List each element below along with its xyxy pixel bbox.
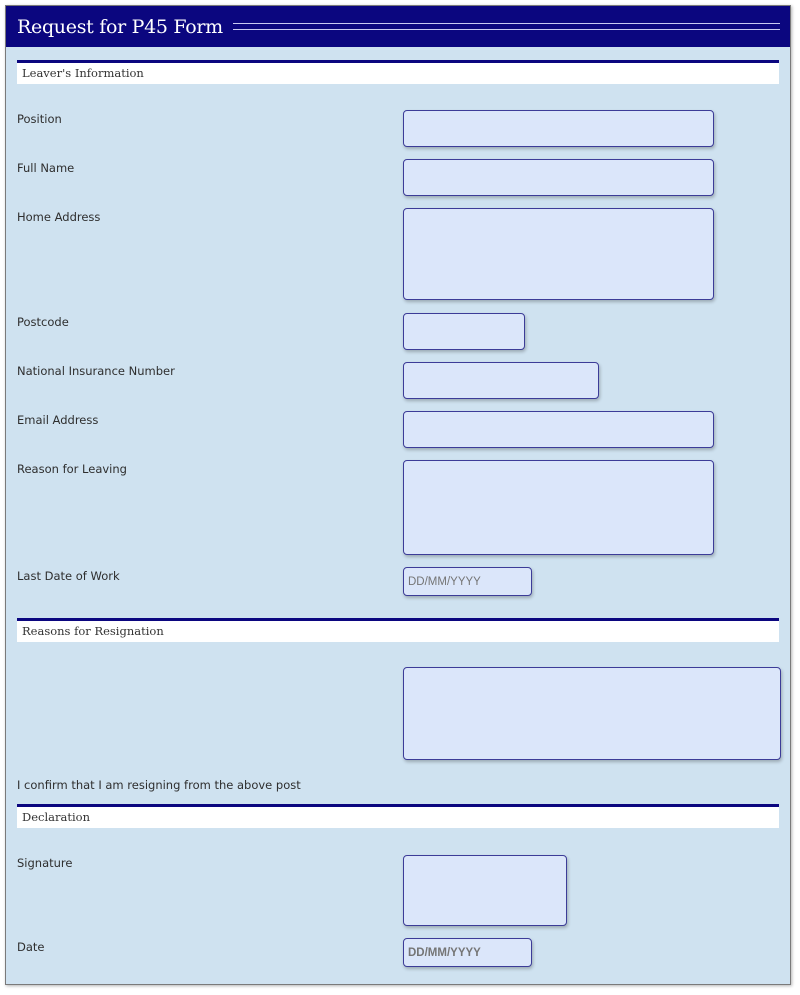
position-input[interactable] [403,110,714,147]
label-date: Date [17,940,45,954]
section-title: Leaver's Information [22,66,144,80]
confirm-statement: I confirm that I am resigning from the above post [17,778,301,792]
label-home-address: Home Address [17,210,101,224]
full-name-input[interactable] [403,159,714,196]
form-title: Request for P45 Form [17,15,223,38]
p45-form [5,5,791,985]
label-position: Position [17,112,62,126]
email-input[interactable] [403,411,714,448]
declaration-date-input[interactable] [403,938,532,967]
resignation-reasons-textarea[interactable] [403,667,781,760]
label-ni-number: National Insurance Number [17,364,175,378]
section-title: Reasons for Resignation [22,624,164,638]
section-title: Declaration [22,810,90,824]
section-header-leaver [17,60,779,84]
home-address-textarea[interactable] [403,208,714,300]
label-last-date: Last Date of Work [17,569,120,583]
signature-pad[interactable] [403,855,567,926]
title-bar [6,6,790,47]
ni-number-input[interactable] [403,362,599,399]
section-header-declaration [17,804,779,828]
title-decoration-lines [233,23,780,30]
label-postcode: Postcode [17,315,69,329]
reason-textarea[interactable] [403,460,714,555]
label-reason: Reason for Leaving [17,462,127,476]
label-email: Email Address [17,413,99,427]
label-full-name: Full Name [17,161,75,175]
label-signature: Signature [17,856,73,870]
last-date-input[interactable] [403,567,532,596]
postcode-input[interactable] [403,313,525,350]
section-header-resignation [17,618,779,642]
